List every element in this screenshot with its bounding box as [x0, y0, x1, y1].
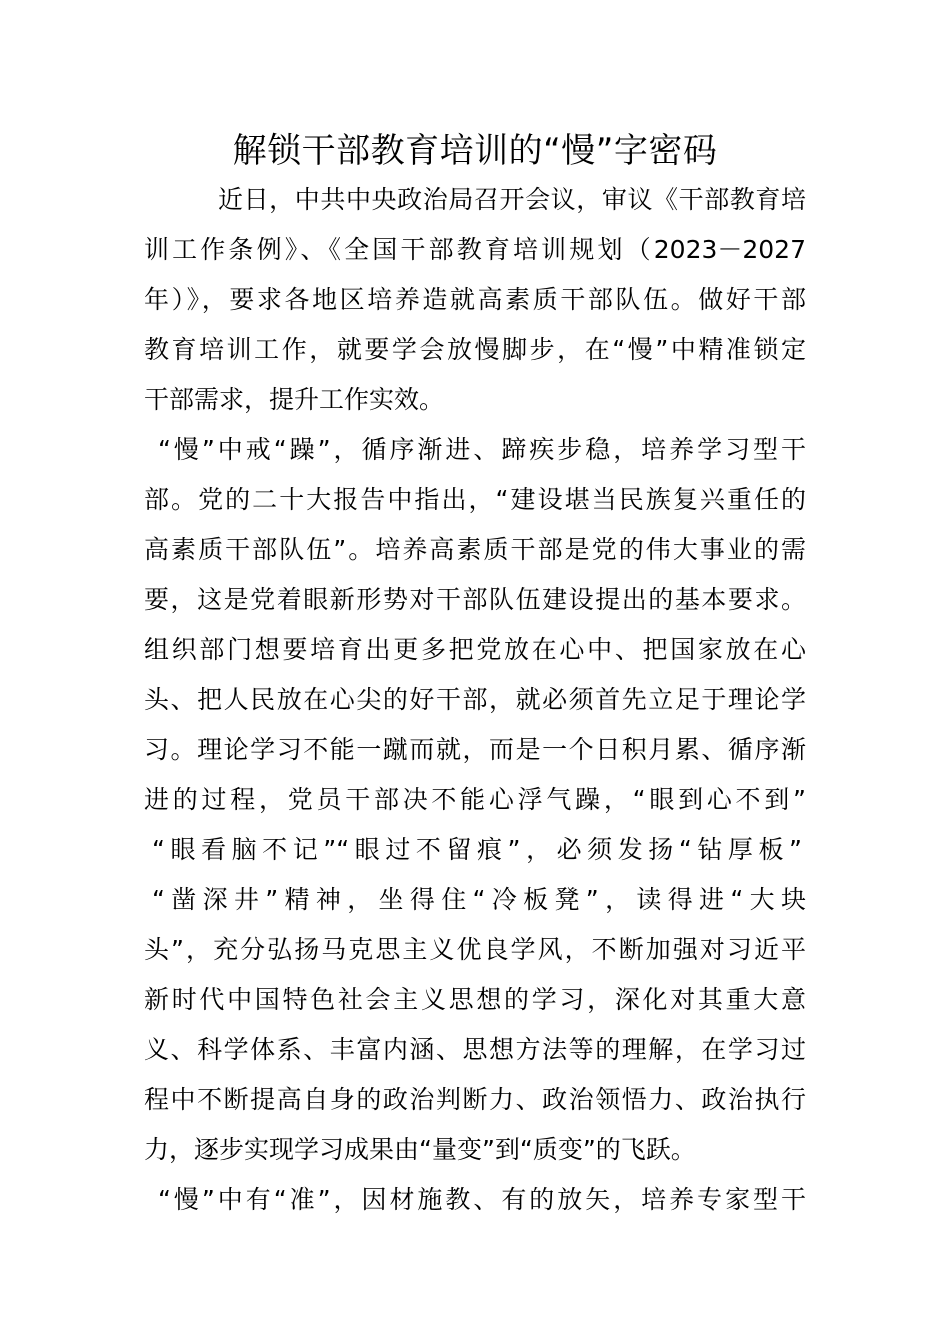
paragraph-line: 力，逐步实现学习成果由“量变”到“质变”的飞跃。 — [144, 1135, 696, 1164]
paragraph-line: 程中不断提高自身的政治判断力、政治领悟力、政治执行 — [144, 1085, 806, 1114]
paragraph-line: 头、把人民放在心尖的好干部，就必须首先立足于理论学 — [144, 685, 806, 714]
paragraph-line: 组织部门想要培育出更多把党放在心中、把国家放在心 — [144, 635, 806, 664]
paragraph-line: 义、科学体系、丰富内涵、思想方法等的理解，在学习过 — [144, 1035, 806, 1064]
paragraph-line: 近日，中共中央政治局召开会议，审议《干部教育培 — [218, 185, 806, 214]
paragraph-line: 进的过程，党员干部决不能心浮气躁，“眼到心不到” — [144, 785, 806, 814]
paragraph-line: 部。党的二十大报告中指出，“建设堪当民族复兴重任的 — [144, 485, 806, 514]
paragraph-line: 新时代中国特色社会主义思想的学习，深化对其重大意 — [144, 985, 806, 1014]
paragraph-line: 教育培训工作，就要学会放慢脚步，在“慢”中精准锁定 — [144, 335, 806, 364]
paragraph-line: 要，这是党着眼新形势对干部队伍建设提出的基本要求。 — [144, 585, 806, 614]
paragraph-line: 头”，充分弘扬马克思主义优良学风，不断加强对习近平 — [144, 935, 806, 964]
paragraph-line: “慢”中戒“躁”，循序渐进、蹄疾步稳，培养学习型干 — [158, 435, 806, 464]
paragraph-line: 年）》，要求各地区培养造就高素质干部队伍。做好干部 — [144, 285, 806, 314]
paragraph-line: “慢”中有“准”，因材施教、有的放矢，培养专家型干 — [158, 1185, 806, 1214]
document-title: 解锁干部教育培训的“慢”字密码 — [232, 131, 718, 171]
paragraph-line: “眼看脑不记”“眼过不留痕”，必须发扬“钻厚板” — [152, 835, 802, 864]
paragraph-line: “凿深井”精神，坐得住“冷板凳”，读得进“大块 — [152, 885, 806, 914]
paragraph-line: 干部需求，提升工作实效。 — [144, 385, 445, 414]
paragraph-line: 训工作条例》、《全国干部教育培训规划（2023－2027 — [144, 235, 806, 264]
paragraph-line: 习。理论学习不能一蹴而就，而是一个日积月累、循序渐 — [144, 735, 806, 764]
paragraph-line: 高素质干部队伍”。培养高素质干部是党的伟大事业的需 — [144, 535, 806, 564]
